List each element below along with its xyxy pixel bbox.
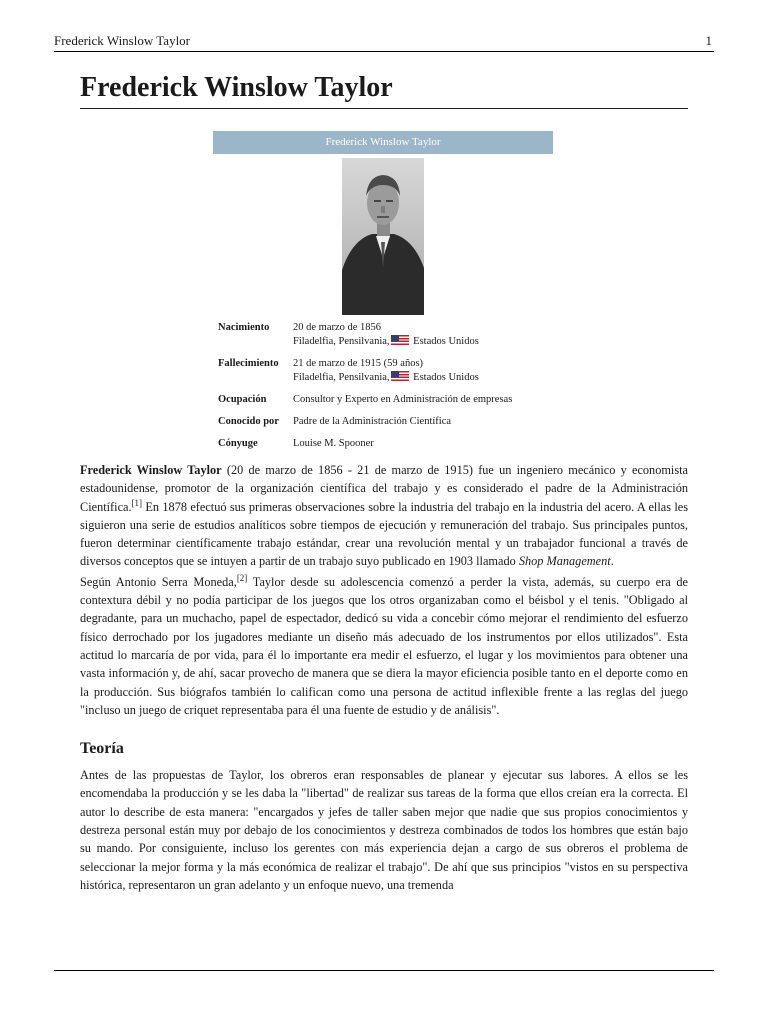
us-flag-icon <box>391 371 409 381</box>
infobox-rows <box>213 321 553 451</box>
row-label: Ocupación <box>218 394 267 405</box>
row-label: Nacimiento <box>218 322 270 333</box>
infobox-row-occupation <box>213 393 553 407</box>
running-header <box>54 34 714 52</box>
reference-link-1[interactable]: [1] <box>131 497 143 508</box>
row-value: Louise M. Spooner <box>293 438 374 449</box>
infobox-row-birth <box>213 321 553 349</box>
article-title: Frederick Winslow Taylor <box>80 70 688 109</box>
us-flag-icon <box>391 335 409 345</box>
death-country-link[interactable]: Estados Unidos <box>413 372 479 383</box>
row-value-line1: 20 de marzo de 1856 <box>293 322 382 333</box>
paragraph-theory: Antes de las propuestas de Taylor, los obreros eran responsables de planear y ejecutar sus labores. A ellos se les encomendaba la producción y se les daba la "libertad" de realizar sus tareas de la forma que ellos creían era la correcta. El autor lo describe de esta manera: "encargados y jefes de taller saben mejor que nadie que sus propios conocimientos y destreza personal están muy por debajo de los conocimientos y destreza combinados de todos los hombres que están bajo su mando. Por consiguiente, incluso los gerentes con más experiencia dejan a cargo de sus obreros el problema de seleccionar la mejor forma y la más económica de realizar el trabajo". De ahí que sus principios "vistos en su perspectiva histórica, representaron un gran adelanto y un enfoque nuevo, una tremenda <box>80 768 688 892</box>
birth-place: Filadelfia, Pensilvania, <box>293 336 390 347</box>
subject-name: Frederick Winslow Taylor <box>80 463 222 477</box>
reference-link-2[interactable]: [2] <box>236 572 248 583</box>
article-body <box>80 461 688 894</box>
paragraph-text: . <box>610 554 614 569</box>
portrait-photo <box>342 158 424 315</box>
row-label: Fallecimiento <box>218 358 279 369</box>
row-value-line2 <box>293 335 553 349</box>
page-number: 1 <box>705 33 712 48</box>
infobox-row-known-for <box>213 415 553 429</box>
footer-rule <box>54 970 714 971</box>
row-label: Conocido por <box>218 416 279 427</box>
row-value: Padre de la Administración Científica <box>293 416 452 427</box>
work-title: Shop Management <box>518 554 611 569</box>
portrait-image <box>342 158 424 315</box>
paragraph-text: En 1878 efectuó sus primeras observaciones sobre la industria del trabajo en la industria del acero. A ellas les siguieron una serie de estudios analíticos sobre tiempos de ejecución y remuneración del trabajo. Sus principales puntos, fueron determinar científicamente trabajo estándar, crear una revolución mental y un trabajador funcional a través de diversos conceptos que se intuyen a partir de un trabajo suyo publicado en 1903 llamado <box>80 499 688 569</box>
paragraph-text: (20 de marzo de 1856 - 21 de marzo de 1915) fue un ingeniero mecánico y economista estadounidense, promotor de la organización científica del trabajo y es considerado el padre de la Administración Científica. <box>80 463 688 514</box>
paragraph-biography <box>80 573 688 719</box>
row-label: Cónyuge <box>218 438 258 449</box>
paragraph-text: Taylor desde su adolescencia comenzó a perder la vista, además, su cuerpo era de contextura débil y no podía participar de los juegos que los otros organizaban como el béisbol y el tenis. "Obligado al degradante, para un muchacho, papel de espectador, dedicó su vida a concebir cómo mejorar el rendimiento del esfuerzo físico derrochado por los jugadores mediante un diseño más adecuado de los instrumentos por ellos utilizados". Esta actitud lo marcaría de por vida, para él lo importante era medir el esfuerzo, el lugar y los movimientos para obtener una vasta información y, de ahí, sacar provecho de manera que se diera la mayor eficiencia posible tanto en el deporte como en la producción. Sus biógrafos también lo califican como una persona de actitud inflexible frente a las reglas del juego "incluso un juego de criquet representaba para él una fuente de estudio y de análisis". <box>80 574 688 717</box>
paragraph-text: Según Antonio Serra Moneda, <box>80 574 237 589</box>
paragraph-intro <box>80 461 688 571</box>
infobox-row-death <box>213 357 553 385</box>
row-value-line1: 21 de marzo de 1915 (59 años) <box>293 358 424 369</box>
birth-country-link[interactable]: Estados Unidos <box>413 336 479 347</box>
infobox <box>213 131 553 459</box>
row-value-line2 <box>293 371 553 385</box>
section-heading-theory: Teoría <box>80 740 124 758</box>
infobox-title: Frederick Winslow Taylor <box>213 131 553 154</box>
death-place: Filadelfia, Pensilvania, <box>293 372 390 383</box>
infobox-row-spouse <box>213 437 553 451</box>
row-value: Consultor y Experto en Administración de empresas <box>293 394 513 405</box>
running-title: Frederick Winslow Taylor <box>54 33 191 48</box>
